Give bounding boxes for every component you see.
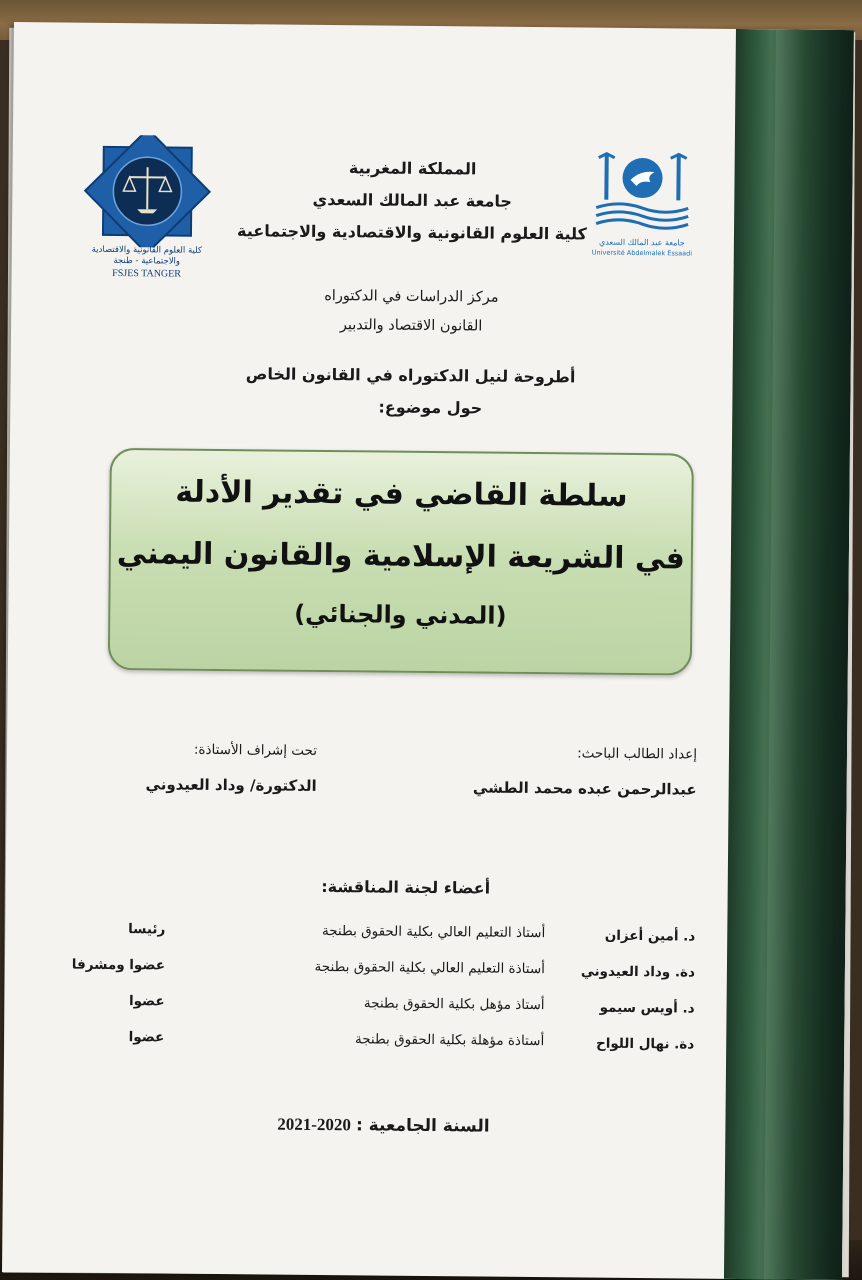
member-role: رئيسا <box>128 921 166 938</box>
member-name: د. أويس سيمو <box>599 999 695 1017</box>
member-role: عضوا <box>128 993 165 1010</box>
dove-waves-emblem-icon <box>592 150 693 235</box>
fsjes-tanger-logo <box>81 135 212 286</box>
member-role: عضوا <box>128 1029 165 1046</box>
cover-content <box>2 22 736 1279</box>
kingdom-label: المملكة المغربية <box>348 158 477 179</box>
right-logo-caption-line2: Université Abdelmalek Essaadi <box>591 248 693 258</box>
academic-year-label: السنة الجامعية : <box>355 1115 490 1137</box>
thesis-type: أطروحة لنيل الدكتوراه في القانون الخاص <box>245 364 576 387</box>
university-logo <box>592 150 703 271</box>
right-logo-caption-line1: جامعة عبد المالك السعدي <box>598 237 685 248</box>
member-name: دة. وداد العيدوني <box>580 963 695 981</box>
member-title: أستاذ التعليم العالي بكلية الحقوق بطنجة <box>321 922 546 942</box>
thesis-subject-label: حول موضوع: <box>378 397 483 418</box>
academic-year <box>233 1114 533 1137</box>
program-track: القانون الاقتصاد والتدبير <box>339 317 483 335</box>
left-logo-caption-line1: كلية العلوم القانونية والاقتصادية <box>91 244 203 256</box>
green-side-strip <box>724 29 854 1280</box>
doctoral-center: مركز الدراسات في الدكتوراه <box>324 287 499 306</box>
thesis-cover-page <box>2 22 854 1280</box>
author-label: إعداد الطالب الباحث: <box>577 745 698 763</box>
left-logo-caption-line2: والاجتماعية - طنجة <box>113 255 181 267</box>
committee-heading: أعضاء لجنة المناقشة: <box>321 876 491 898</box>
supervisor-name: الدكتورة/ وداد العيدوني <box>145 775 317 795</box>
left-logo-caption-line3: FSJES TANGER <box>112 267 182 280</box>
faculty-name: كلية العلوم القانونية والاقتصادية والاجتماعية <box>237 221 587 244</box>
thesis-title-box <box>108 448 694 676</box>
member-title: أستاذ مؤهل بكلية الحقوق بطنجة <box>363 995 545 1014</box>
member-title: أستاذة مؤهلة بكلية الحقوق بطنجة <box>354 1031 545 1050</box>
member-name: د. أمين أعزان <box>604 927 696 945</box>
thesis-title-line3: (المدني والجنائي) <box>294 599 507 630</box>
octagon-star-emblem-icon <box>82 135 213 248</box>
member-name: دة. نهال اللواح <box>595 1035 695 1053</box>
author-name: عبدالرحمن عبده محمد الطشي <box>472 778 697 799</box>
academic-year-value: 2021-2020 <box>277 1114 352 1135</box>
member-role: عضوا ومشرفا <box>71 956 166 974</box>
thesis-title-line2: في الشريعة الإسلامية والقانون اليمني <box>116 536 686 577</box>
thesis-title-line1: سلطة القاضي في تقدير الأدلة <box>175 474 628 514</box>
member-title: أستاذة التعليم العالي بكلية الحقوق بطنجة <box>314 958 546 978</box>
university-name: جامعة عبد المالك السعدي <box>312 189 513 211</box>
supervisor-label: تحت إشراف الأستاذة: <box>193 741 318 759</box>
